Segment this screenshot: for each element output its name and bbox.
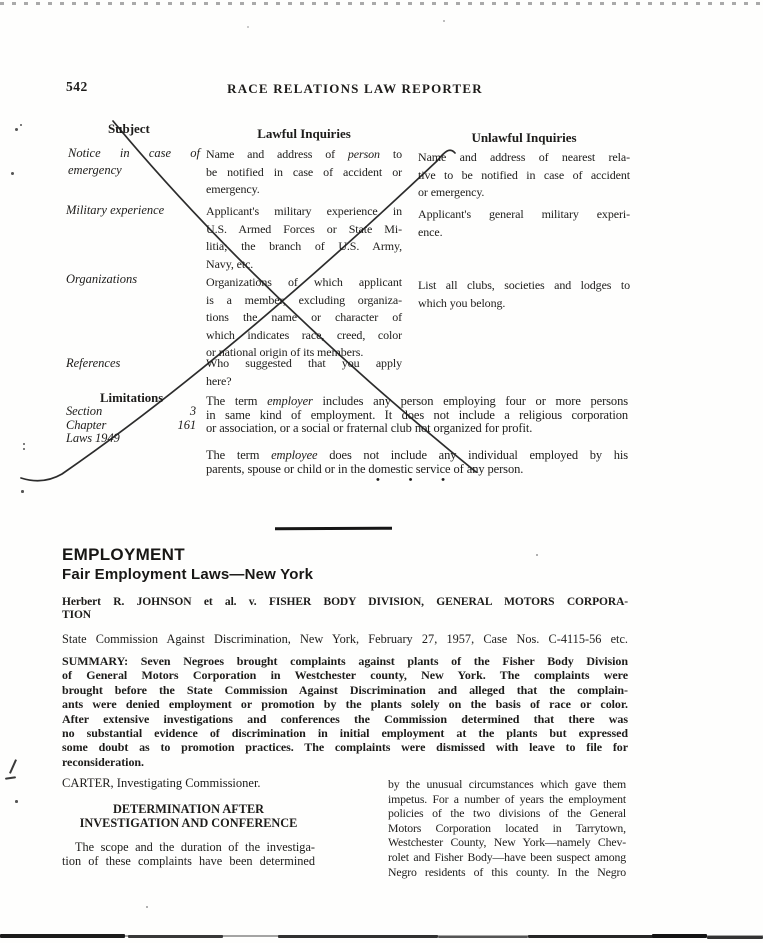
- employee-definition-paragraph: The term employee does not include any individual employed by his parents, spouse or child or in the domestic service of any person.: [206, 448, 628, 476]
- margin-pen-mark: [5, 776, 16, 780]
- scanner-bottom-edge: [652, 934, 707, 938]
- case-citation: State Commission Against Discrimination, New York, February 27, 1957, Case Nos. C-4115-56 etc.: [62, 632, 628, 646]
- determination-heading: DETERMINATION AFTER INVESTIGATION AND CONFERENCE: [79, 802, 298, 830]
- employer-definition-paragraph: The term employer includes any person employing four or more persons in same kind of employment. It does not include a religious corporation or association, or a social or fraternal club not organized for profit.: [206, 394, 628, 436]
- table-row-subject: Organizations: [66, 272, 138, 286]
- asterisk-separator: • • •: [375, 474, 459, 486]
- scanner-bottom-edge: [707, 936, 763, 939]
- scan-speck: [21, 490, 24, 493]
- scan-speck: [23, 443, 25, 445]
- scan-speck: [443, 20, 445, 22]
- scan-speck: [11, 172, 14, 175]
- scanner-top-edge: [0, 2, 763, 5]
- right-column-paragraph: by the unusual circumstances which gave them impetus. For a number of years the employment policies of the two divisions of the General Motors Corporation located in Tarrytown, Westchester County, New York—namely Chev- rolet and Fisher Body—have been suspect among Negro residents of this county. In the Negro: [388, 777, 626, 879]
- table-row-subject: Notice in case of emergency: [68, 146, 200, 177]
- section-divider-rule: [275, 527, 392, 530]
- margin-pen-mark: [9, 759, 17, 774]
- scan-speck: [536, 554, 538, 556]
- scanner-bottom-edge: [128, 935, 223, 938]
- column-header-subject: Subject: [108, 121, 150, 136]
- table-row-unlawful-cell: List all clubs, societies and lodges to which you belong.: [418, 278, 630, 310]
- scanner-bottom-edge: [528, 935, 653, 938]
- table-row-subject: References: [66, 356, 121, 370]
- page-number: 542: [66, 79, 88, 94]
- table-row-unlawful-cell: Applicant's general military experi- ence.: [418, 207, 630, 239]
- column-header-unlawful: Unlawful Inquiries: [471, 130, 577, 145]
- commissioner-line: CARTER, Investigating Commissioner.: [62, 776, 261, 790]
- scan-speck: [15, 128, 18, 131]
- scanner-bottom-edge: [278, 935, 438, 938]
- section-heading: EMPLOYMENT: [62, 545, 185, 564]
- scan-speck: [247, 26, 249, 28]
- running-header: RACE RELATIONS LAW REPORTER: [227, 81, 483, 96]
- summary-paragraph: SUMMARY: Seven Negroes brought complaints against plants of the Fisher Body Division of General Motors Corporation in Westchester county, New York. The complaints were brought before the State Commission Against Discrimination and alleged that the complain- ants were denied employment or promotion by the plants solely on the basis of race or color. After extensive investigations and conferences the Commission determined that there was no substantial evidence of discrimination in initial employment at the plants but expressed some doubt as to promotion practices. The complaints were dismissed with leave to file for reconsideration.: [62, 654, 628, 769]
- limitations-citation: Section 3 Chapter 161 Laws 1949: [66, 404, 196, 446]
- case-title: Herbert R. JOHNSON et al. v. FISHER BODY DIVISION, GENERAL MOTORS CORPORA- TION: [62, 596, 628, 622]
- limitations-label: Limitations: [100, 391, 164, 405]
- scanner-bottom-edge: [0, 934, 125, 938]
- scan-speck: [23, 448, 25, 450]
- table-row-lawful-cell: Applicant's military experience in U.S. Armed Forces or State Mi- litia; the branch of U.S. Army, Navy, etc.: [206, 204, 402, 271]
- scan-speck: [146, 906, 148, 908]
- scan-speck: [20, 124, 22, 126]
- table-row-lawful-cell: Name and address of person to be notified in case of accident or emergency.: [206, 147, 402, 196]
- table-row-unlawful-cell: Name and address of nearest rela- tive to be notified in case of accident or emergency.: [418, 150, 630, 199]
- table-row-subject: Military experience: [66, 203, 165, 217]
- table-row-lawful-cell: Who suggested that you apply here?: [206, 356, 402, 388]
- section-subheading: Fair Employment Laws—New York: [62, 566, 314, 583]
- scanner-bottom-edge: [438, 936, 528, 938]
- scan-speck: [15, 800, 18, 803]
- table-row-lawful-cell: Organizations of which applicant is a member, excluding organiza- tions the name or character of which indicates race, creed, color or national origin of its members.: [206, 275, 402, 359]
- left-column-paragraph: The scope and the duration of the investiga- tion of these complaints have been determined: [62, 840, 315, 868]
- column-header-lawful: Lawful Inquiries: [257, 126, 351, 141]
